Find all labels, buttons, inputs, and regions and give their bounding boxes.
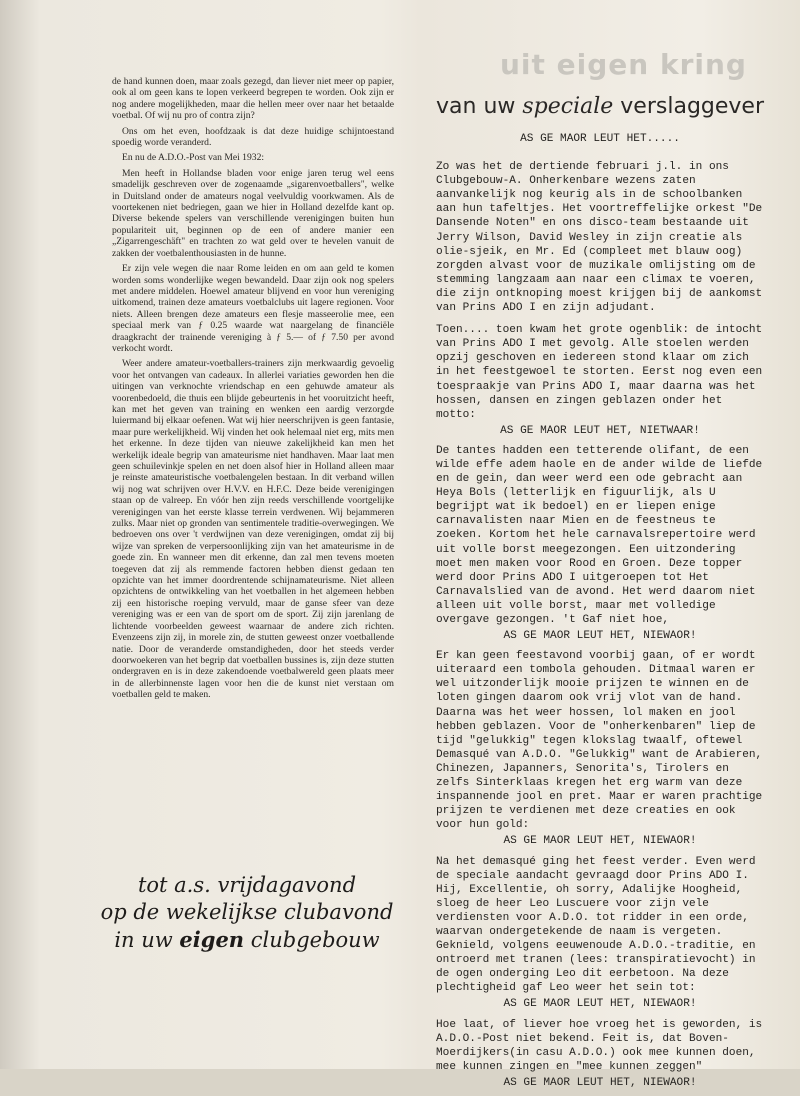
refrain-line: AS GE MAOR LEUT HET, NIEWAOR! bbox=[503, 1076, 697, 1089]
clubavond-promo bbox=[92, 872, 402, 954]
right-report-column bbox=[436, 132, 769, 1096]
report-paragraph: Er kan geen feestavond voorbij gaan, of er wordt uiteraard een tombola gehouden. Ditmaal waren er wel uitzonderlijk mooie prijzen te winnen en de loten gingen daarom ook vrij vlot van de hand. Daarna was het weer hossen, lol maken en jool hebben geblazen. Voor de "onherkenbaren" liep de tijd "gelukkig" tegen klokslag twaalf, oftewel Demasqué van A.D.O. "Gelukkig" want de Arabieren, Chinezen, Japanners, Senorita's, Tirolers en zelfs Sinterklaas kregen het erg warm van deze inspannende jool en pret. Maar er waren prachtige prijzen te verdienen met deze creaties en ook voor hun gold: bbox=[436, 650, 769, 832]
report-paragraph: De tantes hadden een tetterende olifant, de een wilde effe adem haole en de ander wilde de liefde en de gein, dan weer werd een ode gebracht aan Heya Bols (letterlijk en figuurlijk, als U begrijpt wat ik bedoel) en er liepen enige carnavalisten naar Mien en de feestneus te zoeken. Kortom het hele carnavalsrepertoire werd uit volle borst meegezongen. Een uitzondering moet men maken voor Rood en Groen. Deze topper werd door Prins ADO I uitgeroepen tot Het Carnavalslied van de avond. Het werd daarom niet alleen uit volle borst, maar met volledige overgave gezongen. 't Gaf niet hoe, bbox=[436, 444, 769, 626]
refrain-line: AS GE MAOR LEUT HET, NIEWAOR! bbox=[503, 835, 697, 848]
promo-line-3 bbox=[92, 926, 402, 954]
refrain-line: AS GE MAOR LEUT HET, NIETWAAR! bbox=[500, 424, 700, 437]
report-header bbox=[436, 94, 776, 119]
report-paragraph: Na het demasqué ging het feest verder. Even werd de speciale aandacht gevraagd door Prins ADO I. Hij, Excellentie, oh sorry, Adalijke Hoogheid, sloeg de heer Leo Luscuere voor zijn vele verdiensten voor A.D.O. tot ridder in een orde, waarvan ondergetekende de naam is vergeten. Geknield, volgens eeuwenoude A.D.O.-traditie, en ontroerd met tranen (lees: transpiratievocht) in de ogen onderging Leo dit eerbetoon. Na deze plechtigheid gaf Leo weer het sein tot: bbox=[436, 855, 763, 995]
promo-line-3-pre: in uw bbox=[114, 928, 180, 952]
promo-line-1: tot a.s. vrijdagavond bbox=[137, 873, 357, 897]
left-paragraph: Er zijn vele wegen die naar Rome leiden en om aan geld te komen worden soms wonderlijke wegen bewandeld. Daar zijn ook nog spelers met andere middelen. Hoewel amateur blijvend en voor hun vereniging uitkomend, trainen deze amateurs voetbalclubs uit lagere regionen. Voor niets. Alleen brengen deze amateurs een flesje masseerolie mee, een speciaal merk van ƒ 0.25 waarde wat naargelang de financiële draagkracht der trainende vereniging à ƒ 5.— of ƒ 7.50 per avond verkocht wordt. bbox=[112, 263, 394, 354]
left-paragraph: de hand kunnen doen, maar zoals gezegd, dan liever niet meer op papier, ook al om geen kans te lopen verkeerd begrepen te worden. Ook zijn er nog andere mogelijkheden, maar die hellen meer over naar het betaalde voetbal. Of wij nu pro of contra zijn? bbox=[112, 76, 394, 122]
left-paragraph: Men heeft in Hollandse bladen voor enige jaren terug wel eens smadelijk geschreven over de zogenaamde „sigarenvoetballers", welke in Duitsland onder de amateurs nogal veelvuldig voorkwamen. Als de voortekenen niet bedriegen, gaan we hier in Holland dezelfde kant op. Diverse bekende spelers van verschillende verenigingen buiten hun populariteit uit, beginnen op de een of andere manier een „Zigarrengeschäft" en trachten zo wat geld over te hevelen vanuit de zakken der voetbalenthousiasten in de hunne. bbox=[112, 167, 394, 259]
left-paragraph: En nu de A.D.O.-Post van Mei 1932: bbox=[122, 152, 265, 164]
bleed-through-heading: uit eigen kring bbox=[500, 48, 747, 81]
left-paragraph: Ons om het even, hoofdzaak is dat deze huidige schijntoestand spoedig worde veranderd. bbox=[112, 125, 394, 149]
report-paragraph: Zo was het de dertiende februari j.l. in ons Clubgebouw-A. Onherkenbare wezens zaten aanvankelijk nog keurig als in de schoolbanken aan hun tafeltjes. Het voortreffelijke orkest "De Dansende Noten" en ons disco-team bestaande uit Jerry Wilson, David Wesley in zijn creatie als olie-sjeik, en Mr. Ed (compleet met blauw oog) zorgden alvast voor de muzikale omlijsting om de stemming langzaam aan naar een climax te voeren, die zijn ontknoping moest krijgen bij de aankomst van Prins ADO I en zijn adjudant. bbox=[436, 161, 769, 315]
promo-line-2: op de wekelijkse clubavond bbox=[100, 900, 394, 924]
promo-line-3-bold: eigen bbox=[179, 927, 245, 952]
promo-line-3-post: clubgebouw bbox=[244, 928, 380, 952]
report-paragraph: Toen.... toen kwam het grote ogenblik: de intocht van Prins ADO I met gevolg. Alle stoelen werden opzij geschoven en iedereen stond klaar om zich in het feestgewoel te storten. Eerst nog even een toespraakje van Prins ADO I, maar daarna was het hossen, dansen en zingen geblazen onder het motto: bbox=[436, 324, 769, 421]
report-paragraph: Hoe laat, of liever hoe vroeg het is geworden, is A.D.O.-Post niet bekend. Feit is, dat Boven-Moerdijkers(in casu A.D.O.) ook mee kunnen doen, mee kunnen zingen en "mee kunnen zeggen" bbox=[436, 1018, 769, 1073]
left-article-column bbox=[112, 76, 394, 705]
refrain-line: AS GE MAOR LEUT HET, NIEWAOR! bbox=[503, 630, 697, 643]
header-pre: van uw bbox=[436, 94, 523, 119]
left-paragraph: Weer andere amateur-voetballers-trainers zijn merkwaardig gevoelig voor het ontvangen van cadeaux. In allerlei variaties geworden hen die uitingen van verknochte vriendschap en een gehuwde amateur als voorenbedoeld, die thuis een blijde gebeurtenis in het vooruitzicht heeft, kan met het geven van training en wenken een aardig verzorgde luiermand bij elkaar oefenen. Wat wij hier neerschrijven is geen fantasie, maar pure werkelijkheid. Wij vinden het ook helemaal niet erg, mits men het erkenne. In deze tijden van nieuwe zakelijkheid kan men het werkelijk ideale begrip van amateurisme niet handhaven. Maar laat men geen schuilevinkje spelen en net doen alsof hier in Holland alleen maar je reinste amateuristische voetbalengelen bestaan. In dit verband willen wij nog wat schrijven over H.V.V. en H.F.C. Deze beide verenigingen staan op de valreep. En vóór hen zijn reeds verschillende voortgelijke verenigingen van het eerste klasse terrein verdwenen. Wij bejammeren zulks. Maar niet op gronden van sentimentele traditie-overwegingen. We bedroeven ons over 't verdwijnen van deze verenigingen, omdat zij bij wijze van spreken de verpersoonlijking zijn van het amateurisme in de goede zin. En wanneer men dit erkenne, dan zal men tevens moeten toegeven dat zij als remmende factoren hebben dienst gedaan ten opzichte van het immer doordrentende schijnamateurisme. Niet alleen opzichtens de ontwikkeling van het voetballen in het algemeen hebben zij een historische roeping vervuld, maar de ganse sfeer van deze vereniging was er een van de sport om de sport. Zij zijn jarenlang de lichtende voorbeelden geweest waarnaar de andere zich richten. Evenzeens zijn zij, in morele zin, de stutten geweest onzer voetballende natie. Door de veranderde omstandigheden, door het steeds verder doorwoekeren van het begrip dat voetballen bussines is, zijn deze stutten ondergraven en is in deze zakendoende voetbalwereld geen plaats meer in de allerbinnenste lagen voor hen die de kunst niet verstaan om voetballen geld te maken. bbox=[112, 358, 394, 701]
header-italic: speciale bbox=[522, 94, 614, 119]
header-post: verslaggever bbox=[613, 94, 765, 119]
refrain-line: AS GE MAOR LEUT HET..... bbox=[520, 133, 680, 145]
refrain-line: AS GE MAOR LEUT HET, NIEWAOR! bbox=[503, 998, 697, 1011]
